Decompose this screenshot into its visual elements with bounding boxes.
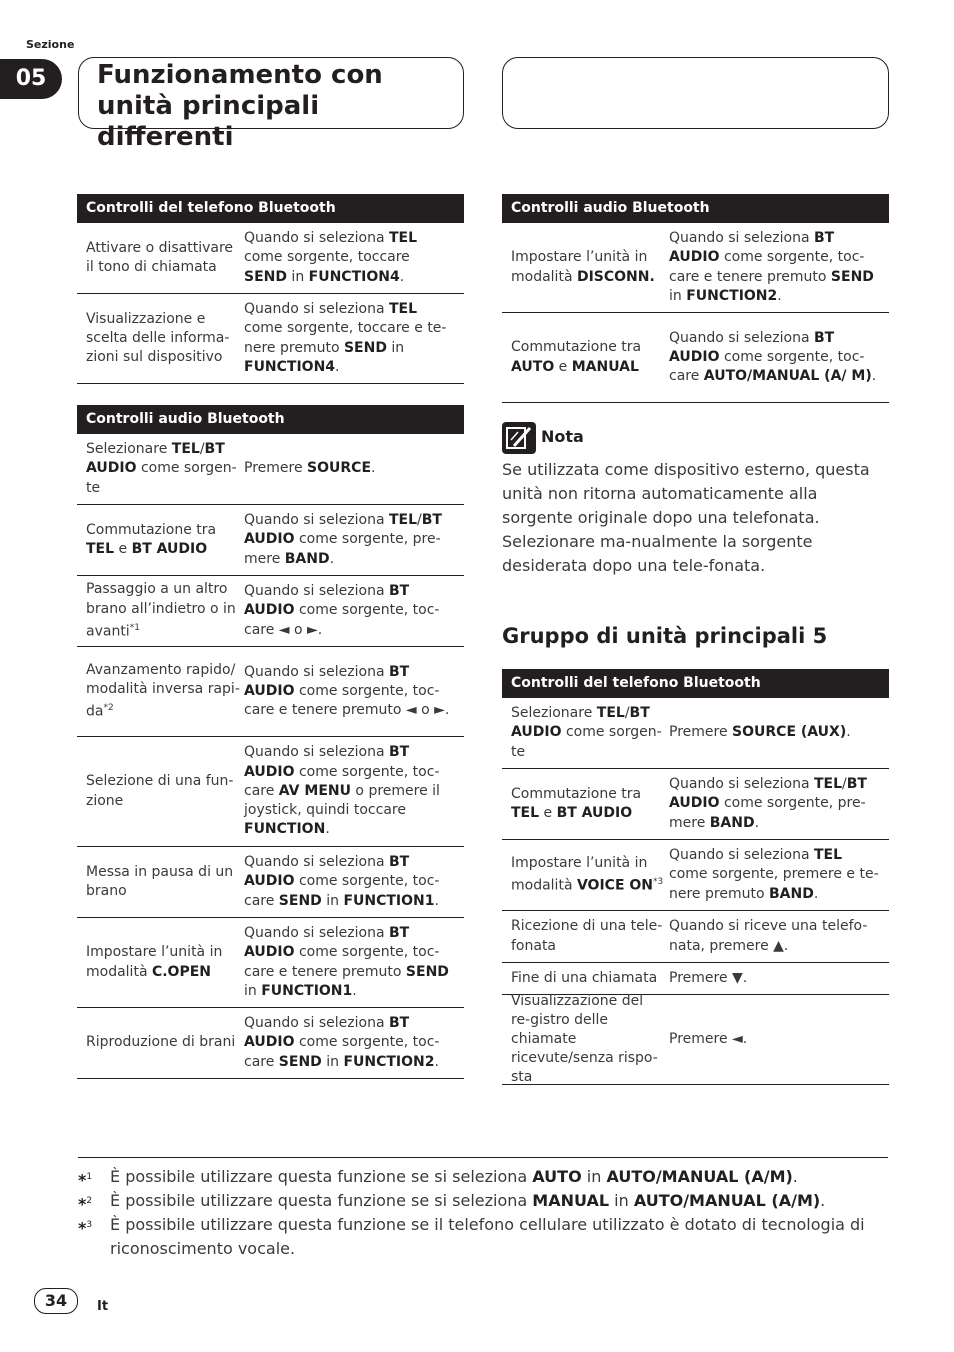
row-action: Selezionare TEL/BT AUDIO come sorgen-te [511, 705, 662, 760]
row-instruction: Quando si seleziona BT AUDIO come sorgente, toc-care e tenere premuto SEND in FUNCTION2. [669, 230, 874, 304]
table-row [77, 223, 464, 294]
row-instruction: Premere SOURCE. [244, 460, 376, 477]
row-action: Visualizzazione del re-gistro delle chiamate ricevute/senza rispo-sta [511, 992, 658, 1086]
table-row [77, 737, 464, 847]
row-instruction: Quando si seleziona BT AUDIO come sorgente, toc-care SEND in FUNCTION1. [244, 854, 440, 909]
table-row [502, 840, 889, 911]
table-row [77, 434, 464, 505]
table-row [502, 992, 889, 1086]
footnote-divider [78, 1157, 888, 1158]
row-action: Fine di una chiamata [511, 969, 658, 986]
row-action: Messa in pausa di un brano [86, 863, 234, 899]
row-instruction: Quando si seleziona BT AUDIO come sorgente, toc-care AV MENU o premere il joystick, quindi toccare FUNCTION. [244, 744, 440, 838]
row-action: Impostare l’unità in modalità DISCONN. [511, 249, 655, 285]
table-row [502, 313, 889, 403]
footnote-text: È possibile utilizzare questa funzione se si seleziona MANUAL in AUTO/MANUAL (A/M). [110, 1191, 826, 1210]
table-row [77, 505, 464, 576]
table-row [77, 1008, 464, 1079]
row-action: Passaggio a un altro brano all’indietro o in avanti$^{*1}$ [86, 581, 236, 640]
row-instruction: Quando si seleziona BT AUDIO come sorgente, toc-care ◄ o ►. [244, 583, 440, 638]
table-row [502, 698, 889, 769]
table-row [502, 769, 889, 840]
row-instruction: Quando si seleziona TEL come sorgente, toccare e te-nere premuto SEND in FUNCTION4. [244, 301, 447, 375]
row-action: Ricezione di una tele-fonata [511, 918, 663, 954]
row-instruction: Premere ▼. [669, 969, 748, 986]
row-action: Visualizzazione e scelta delle informa-zioni sul dispositivo [86, 310, 230, 366]
table-row [77, 294, 464, 384]
section-number-badge: 05 [0, 59, 62, 99]
row-instruction: Quando si seleziona TEL/BT AUDIO come sorgente, pre-mere BAND. [244, 512, 442, 567]
section-heading: Gruppo di unità principali 5 [502, 624, 828, 648]
table-row [77, 576, 464, 647]
row-action: Impostare l’unità in modalità C.OPEN [86, 944, 223, 980]
row-instruction: Quando si seleziona BT AUDIO come sorgente, toc-care AUTO/MANUAL (A/ M). [669, 329, 877, 385]
table-heading: Controlli del telefono Bluetooth [77, 194, 464, 223]
header-right-frame [502, 57, 889, 129]
row-action: Selezionare TEL/BT AUDIO come sorgen-te [86, 441, 237, 496]
table-heading: Controlli del telefono Bluetooth [502, 669, 889, 698]
row-instruction: Quando si seleziona TEL come sorgente, toccare SEND in FUNCTION4. [244, 230, 418, 285]
left-table-phone [77, 194, 464, 384]
row-instruction: Premere SOURCE (AUX). [669, 724, 851, 741]
row-instruction: Quando si seleziona BT AUDIO come sorgente, toc-care SEND in FUNCTION2. [244, 1015, 440, 1070]
row-action: Avanzamento rapido/ modalità inversa rapi-$da^{*2}$ [86, 661, 240, 720]
row-action: Selezione di una fun-zione [86, 773, 234, 809]
footnote-text: È possibile utilizzare questa funzione se il telefono cellulare utilizzato è dotato di tecnologia di riconoscimento vocale. [110, 1215, 865, 1258]
right-table-audio [502, 194, 889, 403]
row-instruction: Premere ◄. [669, 1030, 748, 1047]
table-row [502, 963, 889, 995]
note-icon [502, 422, 536, 454]
left-table-audio [77, 405, 464, 1079]
row-instruction: Quando si riceve una telefo-nata, premere ▲. [669, 918, 868, 954]
row-action: Commutazione tra AUTO e MANUAL [511, 339, 642, 375]
right-table-phone [502, 669, 889, 1085]
footnote-marker: *$^1$ [78, 1170, 93, 1190]
note-text: Se utilizzata come dispositivo esterno, questa unità non ritorna automaticamente alla sorgente originale dopo una telefonata. Selezionare ma-nualmente la sorgente desiderata dopo una tele-fonata. [502, 460, 870, 575]
row-instruction: Quando si seleziona BT AUDIO come sorgente, toc-care e tenere premuto SEND in FUNCTION1. [244, 925, 449, 999]
page-title: Funzionamento con unità principali differenti [97, 60, 383, 152]
row-action: Riproduzione di brani [86, 1034, 236, 1051]
page-number: 34 [34, 1288, 78, 1314]
table-heading: Controlli audio Bluetooth [502, 194, 889, 223]
row-instruction: Quando si seleziona BT AUDIO come sorgente, toc-care e tenere premuto ◄ o ►. [244, 663, 450, 719]
table-row [502, 911, 889, 963]
table-row [502, 223, 889, 313]
section-label: Sezione [26, 38, 75, 51]
footnote-marker: *$^2$ [78, 1194, 93, 1214]
table-row [77, 847, 464, 918]
table-heading: Controlli audio Bluetooth [77, 405, 464, 434]
footnote-marker: *$^3$ [78, 1218, 93, 1238]
language-code: It [97, 1299, 109, 1314]
note-label: Nota [541, 427, 584, 446]
table-row [77, 918, 464, 1008]
footnote-text: È possibile utilizzare questa funzione se si seleziona AUTO in AUTO/MANUAL (A/M). [110, 1167, 798, 1186]
row-action: Impostare l’unità in modalità VOICE ON$^{*3}$ [511, 854, 664, 894]
row-action: Commutazione tra TEL e BT AUDIO [86, 521, 217, 557]
row-instruction: Quando si seleziona TEL come sorgente, premere e te-nere premuto BAND. [669, 847, 879, 902]
row-action: Commutazione tra TEL e BT AUDIO [511, 785, 642, 821]
row-action: Attivare o disattivare il tono di chiamata [86, 239, 234, 275]
row-instruction: Quando si seleziona TEL/BT AUDIO come sorgente, pre-mere BAND. [669, 776, 867, 831]
table-row [77, 647, 464, 737]
